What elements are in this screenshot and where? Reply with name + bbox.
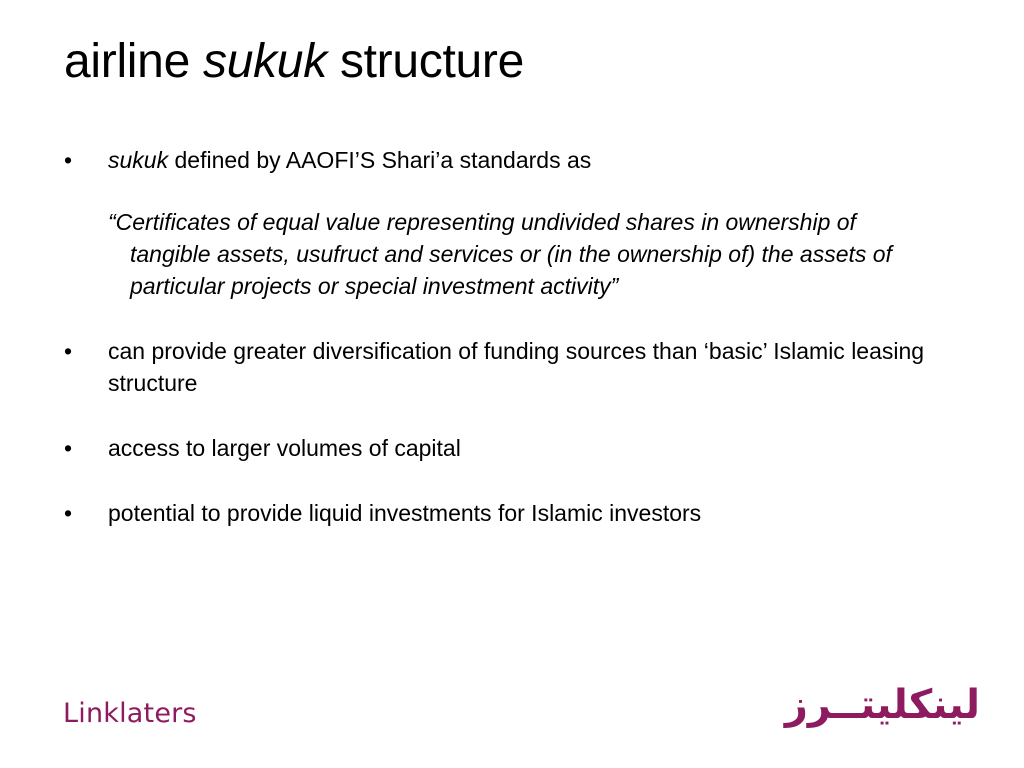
title-part-1: airline — [64, 35, 203, 88]
bullet-item-diversification — [64, 335, 964, 399]
slide-title — [64, 30, 524, 94]
bullet-text: potential to provide liquid investments for Islamic investors — [108, 500, 702, 526]
title-part-2-italic: sukuk — [203, 35, 327, 88]
title-part-3: structure — [326, 35, 524, 88]
bullet-symbol: • — [64, 435, 73, 461]
bullet-list — [64, 144, 964, 529]
bullet-symbol: • — [64, 500, 73, 526]
bullet-text: can provide greater diversification of funding sources than ‘basic’ Islamic leasing structure — [108, 338, 925, 396]
bullet-item-definition — [64, 144, 964, 302]
bullet-text: access to larger volumes of capital — [108, 435, 461, 461]
bullet-item-liquidity — [64, 497, 964, 529]
bullet-symbol: • — [64, 147, 73, 173]
linklaters-logo: Linklaters — [63, 698, 197, 729]
bullet-lead-italic: sukuk — [108, 147, 169, 173]
linklaters-arabic-logo: لينكليتــرز — [784, 682, 980, 728]
bullet-symbol: • — [64, 338, 73, 364]
bullet-text: defined by AAOFI’S Shari’a standards as — [168, 147, 592, 173]
definition-quote: “Certificates of equal value representing undivided shares in ownership of tangible assets, usufruct and services or (in the ownership of) the assets of particular projects or special investment activity” — [108, 209, 892, 299]
bullet-item-capital — [64, 432, 964, 464]
